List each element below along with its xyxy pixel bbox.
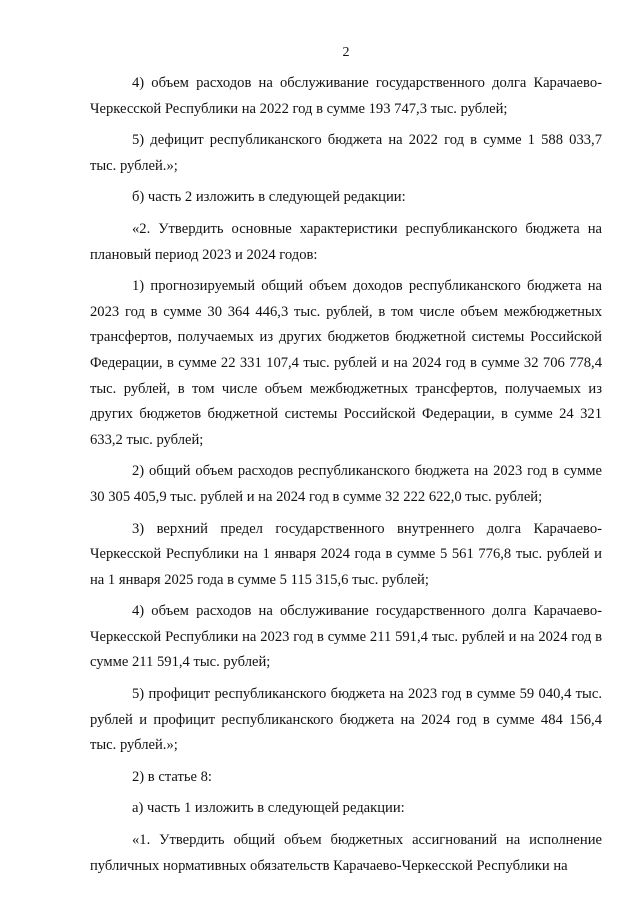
paragraph-part-2-heading: б) часть 2 изложить в следующей редакции: [132, 189, 406, 206]
paragraph-total-expenses: 2) общий объем расходов республиканского бюджета на 2023 год в сумме 30 305 405,9 тыс. рублей и на 2024 год в сумме 32 222 622,0 тыс. рублей; [90, 463, 602, 505]
paragraph-planning-period-intro: «2. Утвердить основные характеристики республиканского бюджета на плановый период 2023 и 2024 годов: [90, 220, 602, 263]
paragraph-part-1-heading: а) часть 1 изложить в следующей редакции: [132, 800, 405, 817]
paragraph-surplus: 5) профицит республиканского бюджета на 2023 год в сумме 59 040,4 тыс. рублей и профицит республиканского бюджета на 2024 год в сумме 484 156,4 тыс. рублей.»; [90, 686, 602, 754]
paragraph-article-8: 2) в статье 8: [132, 768, 212, 785]
paragraph-revenue-forecast: 1) прогнозируемый общий объем доходов республиканского бюджета на 2023 год в сумме 30 364 446,3 тыс. рублей, в том числе объем межбюджетных трансфертов, получаемых из других бюджетов бюджетной системы Российской Федерации, в сумме 22 331 107,4 тыс. рублей и на 2024 год в сумме 32 706 778,4 тыс. рублей, в том числе объем межбюджетных трансфертов, получаемых из других бюджетов бюджетной системы Российской Федерации, в сумме 24 321 633,2 тыс. рублей; [90, 278, 602, 448]
paragraph-debt-service-2022: 4) объем расходов на обслуживание государственного долга Карачаево-Черкесской Республики на 2022 год в сумме 193 747,3 тыс. рублей; [90, 75, 602, 117]
paragraph-public-obligations: «1. Утвердить общий объем бюджетных ассигнований на исполнение публичных нормативных обязательств Карачаево-Черкесской Республики на [90, 832, 602, 874]
paragraph-debt-upper-limit: 3) верхний предел государственного внутреннего долга Карачаево-Черкесской Республики на 1 января 2024 года в сумме 5 561 776,8 тыс. рублей и на 1 января 2025 года в сумме 5 115 315,6 тыс. рублей; [90, 520, 602, 588]
paragraph-deficit-2022: 5) дефицит республиканского бюджета на 2022 год в сумме 1 588 033,7 тыс. рублей.»; [90, 132, 602, 174]
page-number: 2 [342, 45, 350, 60]
paragraph-debt-service-2023-2024: 4) объем расходов на обслуживание государственного долга Карачаево-Черкесской Республики на 2023 год в сумме 211 591,4 тыс. рублей и на 2024 год в сумме 211 591,4 тыс. рублей; [90, 603, 602, 671]
